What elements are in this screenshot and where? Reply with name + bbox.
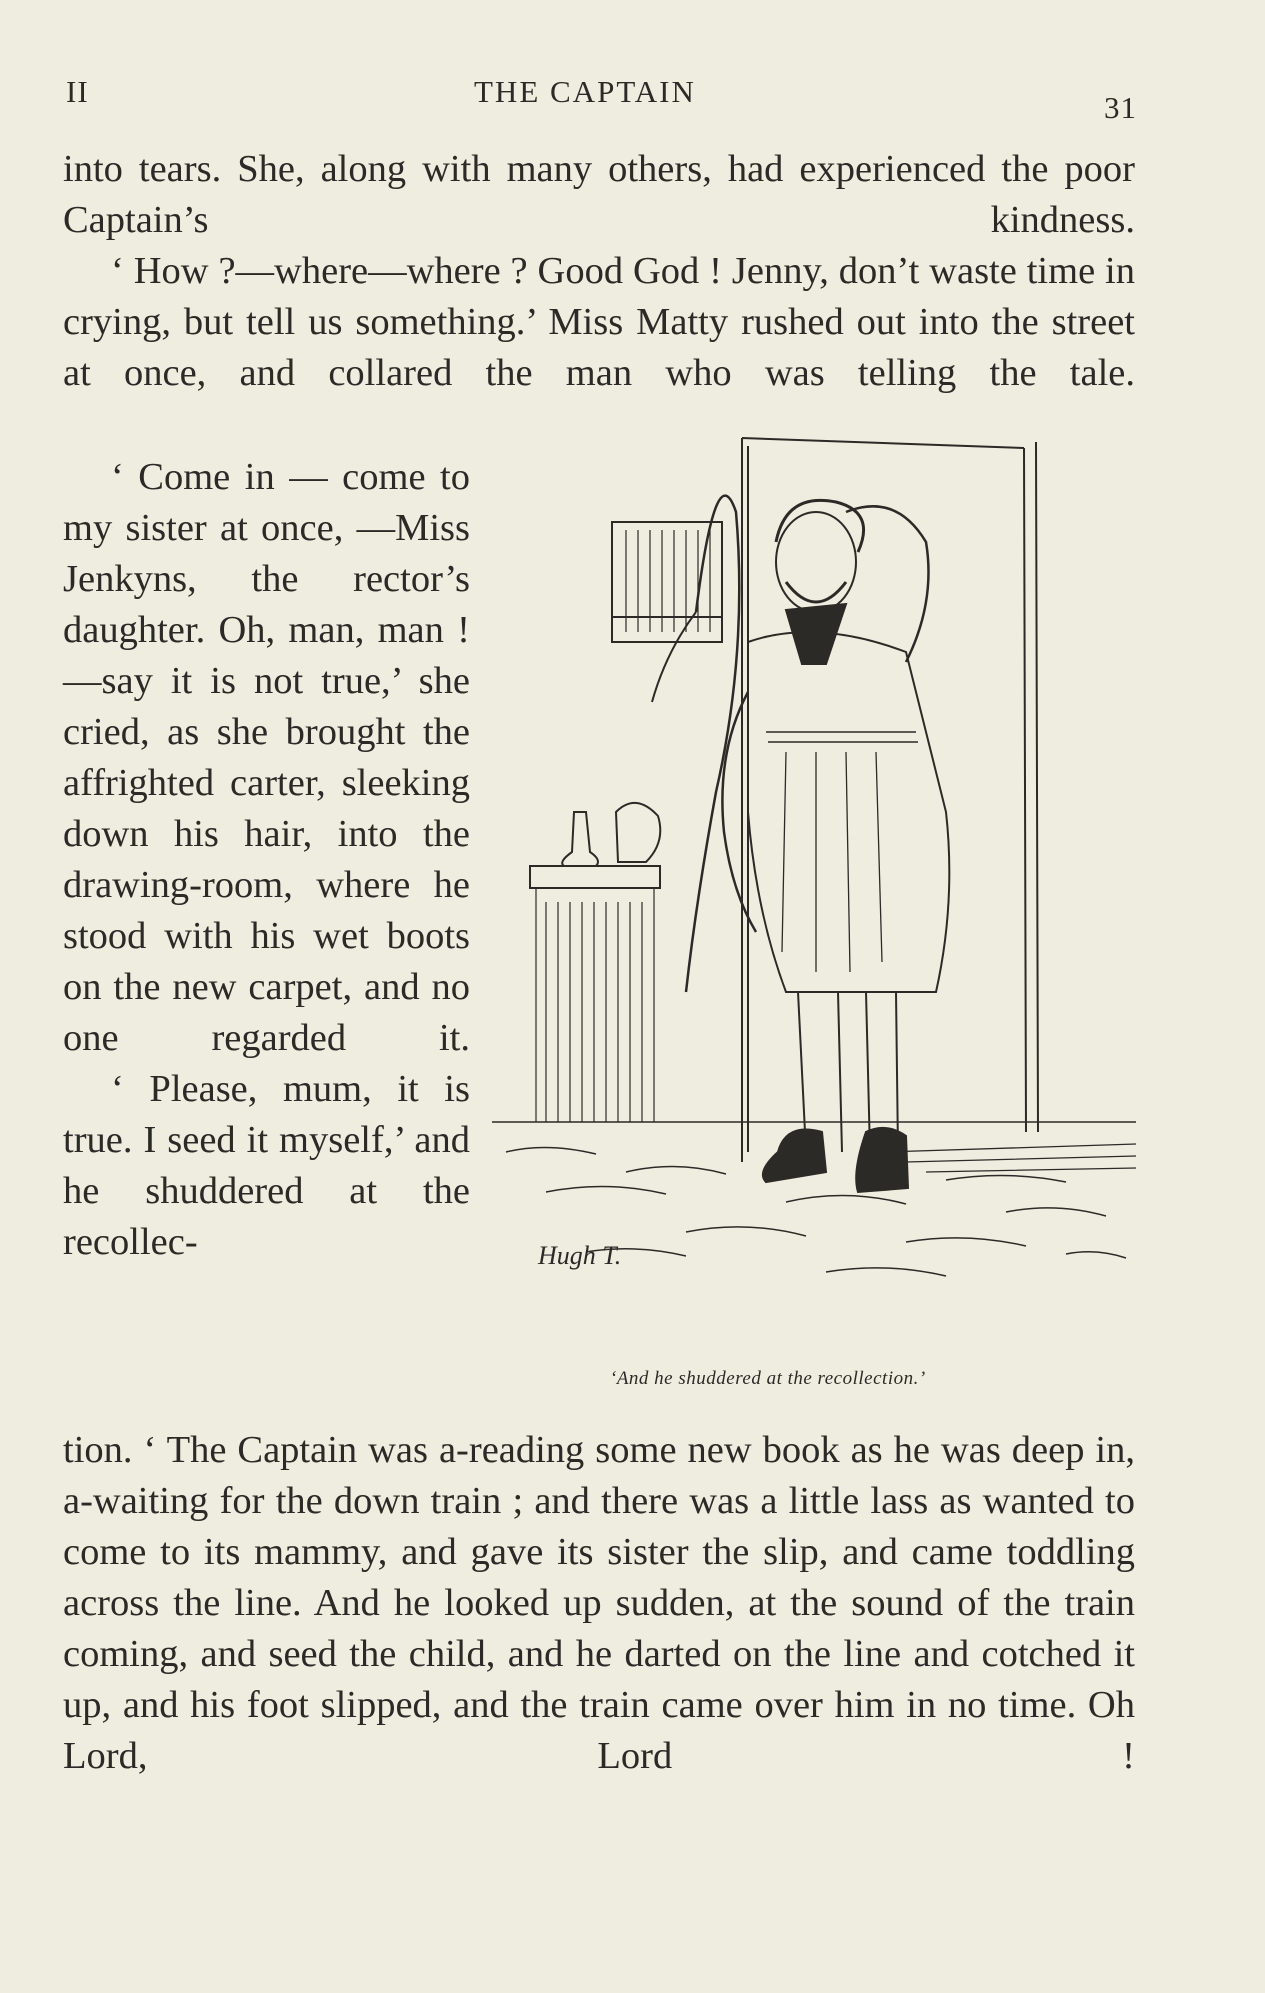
illustrator-signature: Hugh T. (538, 1241, 622, 1270)
chapter-number: II (66, 74, 89, 109)
paragraph-captain-reading: tion. ‘ The Captain was a-reading some new book as he was deep in, a-waiting for the down train ; and there was a little lass as wanted to come to its mammy, and gave its sister the slip, and came toddling across the line. And he looked up sudden, at the sound of the train coming, and seed the child, and he darted on the line and cotched it up, and his foot slipped, and the train came over him in no time. Oh Lord, Lord ! (63, 1429, 1135, 1777)
carter-drawing (486, 432, 1136, 1332)
paragraph-come-in: ‘ Come in — come to my sister at once, —Miss Jenkyns, the rector’s daughter. Oh, man, man !—say it is not true,’ she cried, as she brought the affrighted carter, sleeking down his hair, into the drawing-room, where he stood with his wet boots on the new carpet, and no one regarded it. (63, 456, 470, 1059)
left-column-text (63, 452, 470, 1268)
page-number: 31 (1104, 90, 1137, 125)
illustration-carter (486, 432, 1136, 1332)
paragraph-tears: into tears. She, along with many others, had experienced the poor Captain’s kindness. (63, 148, 1135, 241)
paragraph-how-where: ‘ How ?—where—where ? Good God ! Jenny, don’t waste time in crying, but tell us something.’ Miss Matty rushed out into the street at once, and collared the man who was telling the tale. (63, 250, 1135, 394)
top-text (63, 144, 1135, 399)
illustration-caption: ‘And he shuddered at the recollection.’ (610, 1368, 926, 1389)
paragraph-please-mum: ‘ Please, mum, it is true. I seed it myself,’ and he shuddered at the recollec- (63, 1068, 470, 1263)
running-title: THE CAPTAIN (474, 74, 696, 109)
bottom-text (63, 1425, 1135, 1782)
